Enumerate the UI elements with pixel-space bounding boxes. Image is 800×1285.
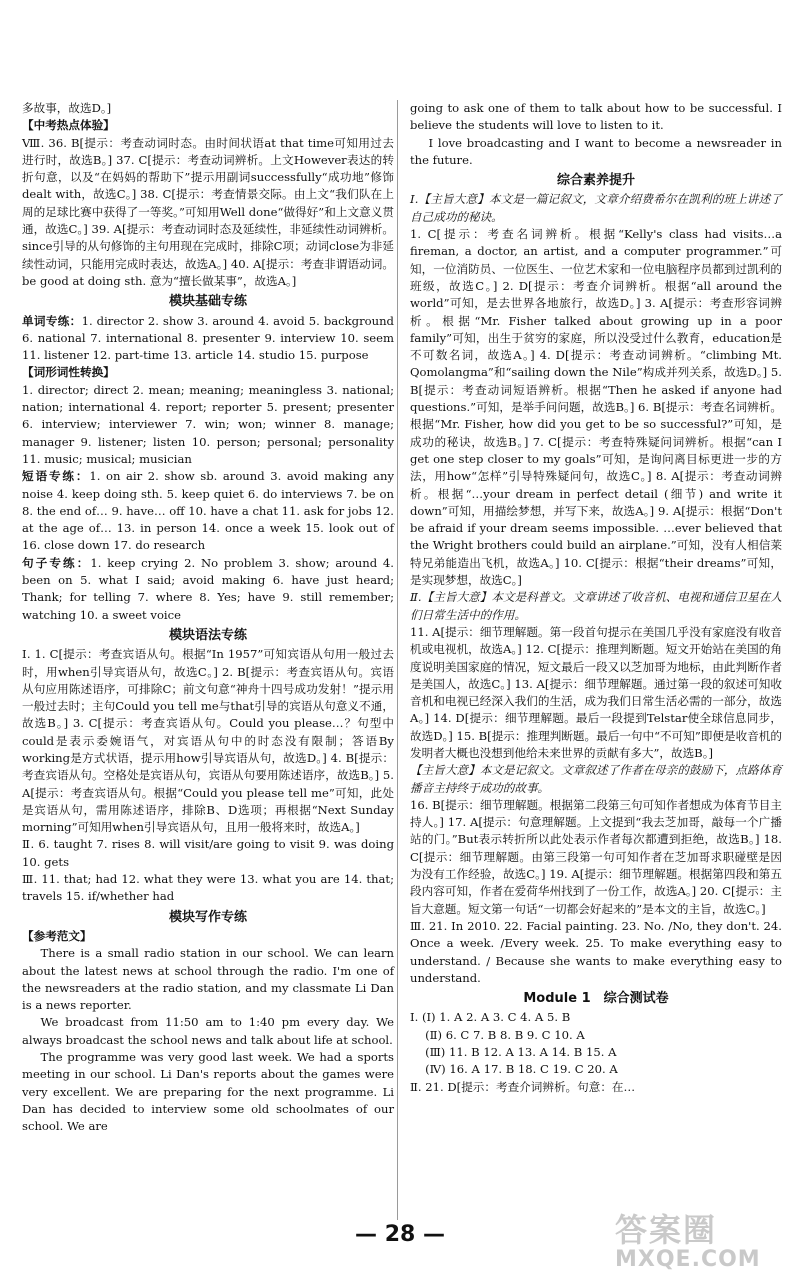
heading-comprehensive: 综合素养提升 — [556, 173, 635, 189]
phrase-body: 1. on air 2. show sb. around 3. avoid making any noise 4. keep doing sth. 5. keep quiet 6. do interviews 7. be on 8. the end of… 9. have… off 10. have a chat 11. ask for jobs 12. at the age of… 13. in person 14. once a week 15. look out of 16. close down 17. do research — [22, 469, 394, 553]
text-p2: Ⅷ. 36. B[提示：考查动词时态。由时间状语at that time可知用过去进行时，故选B。] 37. C[提示：考查动词辨析。上文However表达的转折句意，以及“在妈妈的帮助下”提示用副词successfully“成功地”修饰dealt with，故选C。] 38. C[提示：考查情景交际。由上文“我们队在上周的足球比赛中获得了一等奖。”可知用Well done“做得好”和上文意义贯通，故选C。] 39. A[提示：考查动词时态及延续性，非延续性动词辨析。since引导的从句修饰的主句用现在完成时，排除C项；动词close为非延续性动词，只能用完成时表达，故选A。] 40. A[提示：考查非谓语动词。be good at doing sth. 意为“擅长做某事”，故选A。] — [22, 135, 394, 288]
left-column — [22, 100, 394, 1136]
page-number: — 28 — — [355, 1222, 445, 1247]
essay-p3-cont: going to ask one of them to talk about how to be successful. I believe the students will love to listen to it. — [410, 101, 782, 133]
module-answers-1: Ⅰ. (Ⅰ) 1. A 2. A 3. C 4. A 5. B — [410, 1010, 571, 1025]
section1-body: 1. C[提示：考查名词辨析。根据“Kelly's class had visits…a fireman, a doctor, an artist, and a computer programmer.”可知，一位消防员、一位医生、一位艺术家和一位电脑程序员都到过凯利的班级，故选C。] 2. D[提示：考查介词辨析。根据“all around the world”可知，是去世界各地旅行，故选D。] 3. A[提示：考查形容词辨析。根据“Mr. Fisher talked about growing up in a poor family”可知，出生于贫穷的家庭，所以没受过什么教育，education是不可数名词，故选A。] 4. D[提示：考查动词辨析。“climbing Mt. Qomolangma”和“sailing down the Nile”构成并列关系，故选D。] 5. B[提示：考查动词短语辨析。根据“Then he asked if anyone had questions.”可知，是举手问问题，故选B。] 6. B[提示：考查名词辨析。根据“Mr. Fisher, how did you get to be so successful?”可知，是成功的秘诀，故选B。] 7. C[提示：考查特殊疑问词辨析。根据“can I get one step closer to my goals”可知，是询问离目标更进一步的方法，用how“怎样”引导特殊疑问句，故选C。] 8. A[提示：考查动词辨析。根据“…your dream in perfect detail (细节) and write it down”可知，用描绘梦想，并写下来，故选A。] 9. A[提示：根据“Don't be afraid if your dream seems impossible. …ever believed that the Wright brothers could build an airplane.”可知，没有人相信莱特兄弟能造出飞机，故选A。] 10. C[提示：根据“their dreams”可知，是实现梦想，故选C。] — [410, 227, 782, 588]
section4-body: Ⅲ. 21. In 2010. 22. Facial painting. 23. No. /No, they don't. 24. Once a week. /Every week. 25. To make everything easy to understand. / Because she wants to make everything easy to understand. — [410, 918, 782, 985]
tag-exam: 【中考热点体验】 — [22, 118, 115, 133]
heading-writing-practice: 模块写作专练 — [168, 909, 247, 925]
section3-body: 16. B[提示：细节理解题。根据第二段第三句可知作者想成为体育节目主持人。] 17. A[提示：句意理解题。上文提到“我去芝加哥，敲每一个广播站的门。”But表示转折所以此处表示作者每次都遭到拒绝，故选B。] 18. C[提示：细节理解题。由第三段第一句可知作者在芝加哥求职碰壁是因为没有工作经验，故选C。] 19. A[提示：细节理解题。根据第四段和第五段内容可知，作者在爱荷华州找到了一份工作，故选A。] 20. C[提示：主旨大意题。短文第一句话“一切都会好起来的”是本文的主旨，故选C。] — [410, 797, 782, 916]
sent-body: 1. keep crying 2. No problem 3. show; around 4. been on 5. what I said; avoid making 6. have just heard; Thank; for telling 7. where 8. Yes; have 9. still remember; watching 10. a sweet voice — [22, 555, 394, 622]
watermark-logo — [615, 1205, 785, 1280]
phrase-title: 短语专练： — [22, 469, 90, 484]
word-body: 1. director 2. show 3. around 4. avoid 5. background 6. national 7. international 8. presenter 9. interview 10. seem 11. listener 12. part-time 13. article 14. studio 15. purpose — [22, 313, 394, 363]
column-divider — [397, 100, 398, 1220]
text-p1: 多故事，故选D。] — [22, 101, 112, 115]
module-answers-2: (Ⅱ) 6. C 7. B 8. B 9. C 10. A — [425, 1027, 585, 1042]
essay-p3: The programme was very good last week. We had a sports meeting in our school. Li Dan's reports about the games were very excellent. We are preparing for the next programme. Li Dan has decided to interview some old schoolmates of our school. We are — [22, 1050, 394, 1134]
heading-basic-practice: 模块基础专练 — [168, 294, 247, 310]
conv-body: 1. director; direct 2. mean; meaning; meaningless 3. national; nation; international 4. report; reporter 5. present; presenter 6. interview; interviewer 7. win; won; winner 8. manage; manager 9. listener; listen 10. person; personal; personality 11. music; musical; musician — [22, 382, 394, 466]
sent-title: 句子专练： — [22, 555, 91, 570]
grammar-1: Ⅰ. 1. C[提示：考查宾语从句。根据“In 1957”可知宾语从句用一般过去时，用when引导宾语从句，故选C。] 2. B[提示：考查宾语从句。宾语从句应用陈述语序，可排除C；前文句意“神舟十四号成功发射！”提示用一般过去时；主句Could you tell me与that引导的宾语从句意义不通，故选B。] 3. C[提示：考查宾语从句。Could you please…？句型中could是表示委婉语气，对宾语从句中的时态没有限制；答语By working是方式状语，提示用how引导宾语从句，故选D。] 4. B[提示：考查宾语从句。空格处是宾语从句，宾语从句要用陈述语序，故选B。] 5. A[提示：考查宾语从句。根据“Could you please tell me”可知，此处是宾语从句，需用陈述语序，排除B、D选项；再根据“Next Sunday morning”可知用when引导宾语从句，且用一般将来时，故选A。] — [22, 647, 394, 835]
grammar-3: Ⅲ. 11. that; had 12. what they were 13. what you are 14. that; travels 15. if/whether had — [22, 872, 394, 904]
section1-main-idea: Ⅰ.【主旨大意】本文是一篇记叙文，文章介绍费希尔在凯利的班上讲述了自己成功的秘诀。 — [410, 192, 782, 224]
tag-conv: 【词形词性转换】 — [22, 365, 115, 380]
heading-module-test: Module 1 综合测试卷 — [523, 991, 669, 1007]
word-title: 单词专练： — [22, 313, 82, 328]
right-column — [410, 100, 782, 1096]
essay-p1: There is a small radio station in our school. We can learn about the latest news at school through the radio. I'm one of the newsreaders at the radio station, and my classmate Li Dan is a news reporter. — [22, 946, 394, 1013]
tag-model: 【参考范文】 — [22, 928, 92, 943]
section3-main-idea: 【主旨大意】本文是记叙文。文章叙述了作者在母亲的鼓励下，点路体育播音主持终于成功的故事。 — [410, 763, 782, 795]
section2-main-idea: Ⅱ.【主旨大意】本文是科普文。文章讲述了收音机、电视和通信卫星在人们日常生活中的作用。 — [410, 590, 782, 622]
essay-p4: I love broadcasting and I want to become a newsreader in the future. — [410, 135, 782, 167]
essay-p2: We broadcast from 11:50 am to 1:40 pm every day. We always broadcast the school news and talk about life at school. — [22, 1015, 394, 1047]
section2-body: 11. A[提示：细节理解题。第一段首句提示在美国几乎没有家庭没有收音机或电视机，故选A。] 12. C[提示：推理判断题。短文开始站在美国的角度说明美国家庭的情况，短文最后一段又以芝加哥为地标，由此判断作者是美国人，故选C。] 13. A[提示：细节理解题。通过第一段的叙述可知收音机和电视已经深入我们的生活，成为我们日常生活必需的一部分，故选A。] 14. D[提示：细节理解题。最后一段提到Telstar使全球信息同步，故选D。] 15. B[提示：推理判断题。最后一句中“不可知”即便是收音机的发明者大概也没想到他给未来世界的贡献有多大”，故选B。] — [410, 624, 782, 760]
module-answers-3: (Ⅲ) 11. B 12. A 13. A 14. B 15. A — [425, 1045, 617, 1060]
heading-grammar-practice: 模块语法专练 — [168, 627, 247, 643]
watermark-text: 答案圈 — [615, 1211, 718, 1249]
module-answers-5: Ⅱ. 21. D[提示：考查介词辨析。句意：在… — [410, 1079, 636, 1094]
grammar-2: Ⅱ. 6. taught 7. rises 8. will visit/are going to visit 9. was doing 10. gets — [22, 837, 394, 869]
module-answers-4: (Ⅳ) 16. A 17. B 18. C 19. C 20. A — [425, 1062, 618, 1077]
watermark-url: MXQE.COM — [615, 1247, 761, 1272]
